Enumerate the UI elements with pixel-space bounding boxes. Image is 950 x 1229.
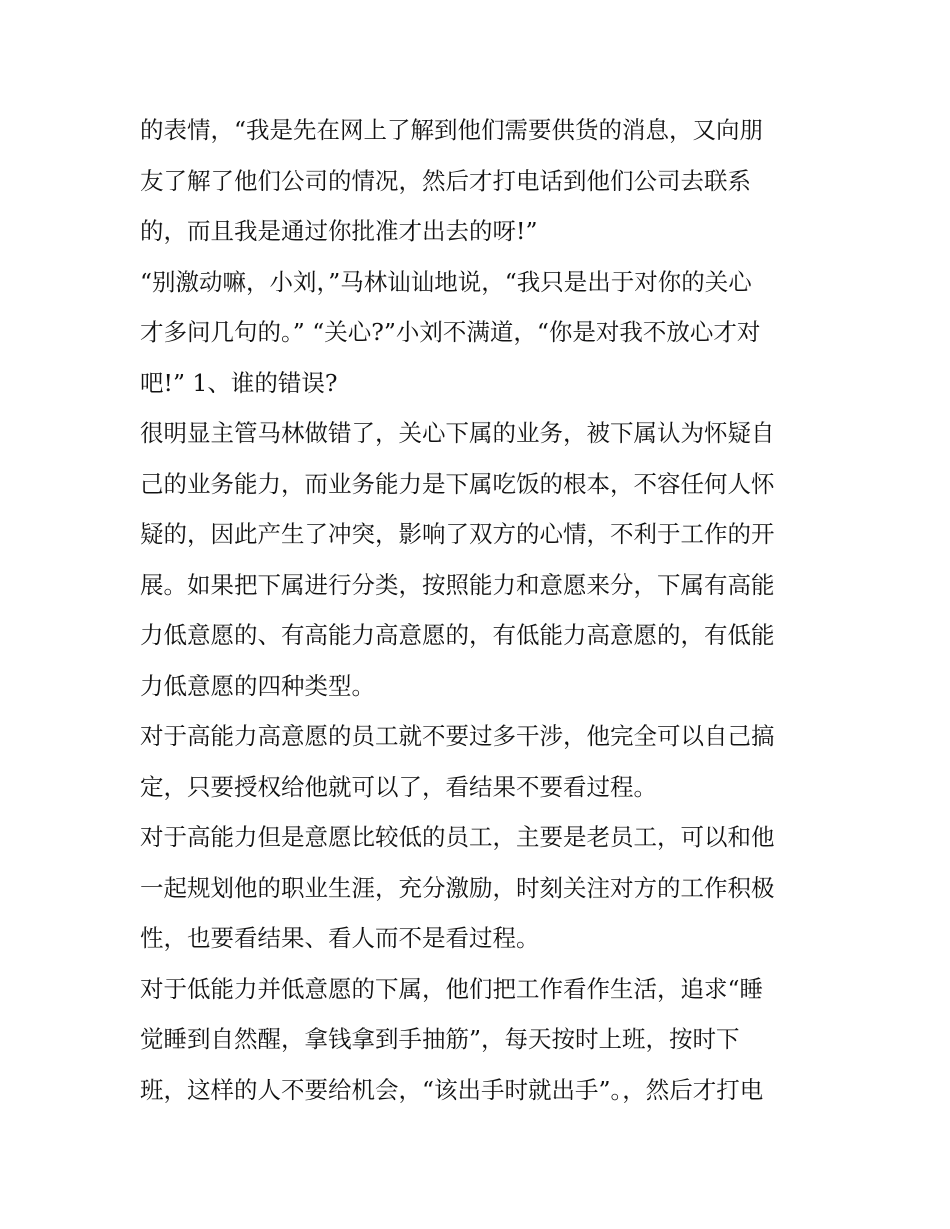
text-line: 定，只要授权给他就可以了，看结果不要看过程。	[140, 772, 657, 801]
text-line: 很明显主管马林做错了，关心下属的业务，被下属认为怀疑自	[140, 419, 775, 447]
text-line: 才多问几句的。” “关心?”小刘不满道，“你是对我不放心才对	[140, 318, 761, 346]
text-line: 的，而且我是通过你批准才出去的呀!”	[140, 217, 538, 245]
text-line: 一起规划他的职业生涯，充分激励，时刻关注对方的工作积极	[140, 873, 775, 902]
text-line: 觉睡到自然醒，拿钱拿到手抽筋”，每天按时上班，按时下	[140, 1025, 740, 1053]
text-line: “别激动嘛，小刘，”马林讪讪地说，“我只是出于对你的关心	[140, 267, 752, 296]
text-line: 力低意愿的、有高能力高意愿的，有低能力高意愿的，有低能	[140, 621, 775, 649]
text-line: 疑的，因此产生了冲突，影响了双方的心情，不利于工作的开	[140, 520, 775, 548]
text-line: 的表情，“我是先在网上了解到他们需要供货的消息，又向朋	[140, 116, 764, 144]
text-line: 班，这样的人不要给机会，“该出手时就出手”。，然后才打电	[140, 1075, 764, 1104]
text-line: 吧!” 1、谁的错误?	[140, 368, 338, 397]
text-line: 友了解了他们公司的情况，然后才打电话到他们公司去联系	[140, 166, 751, 195]
text-line: 力低意愿的四种类型。	[140, 671, 375, 700]
text-line: 对于高能力但是意愿比较低的员工，主要是老员工，可以和他	[140, 823, 775, 851]
text-line: 展。如果把下属进行分类，按照能力和意愿来分，下属有高能	[140, 570, 775, 599]
text-line: 己的业务能力，而业务能力是下属吃饭的根本，不容任何人怀	[140, 469, 775, 498]
text-line: 性，也要看结果、看人而不是看过程。	[140, 924, 540, 952]
text-line: 对于高能力高意愿的员工就不要过多干涉，他完全可以自己搞	[140, 722, 775, 750]
document-body	[140, 110, 820, 1120]
text-line: 对于低能力并低意愿的下属，他们把工作看作生活，追求“睡	[140, 974, 764, 1003]
